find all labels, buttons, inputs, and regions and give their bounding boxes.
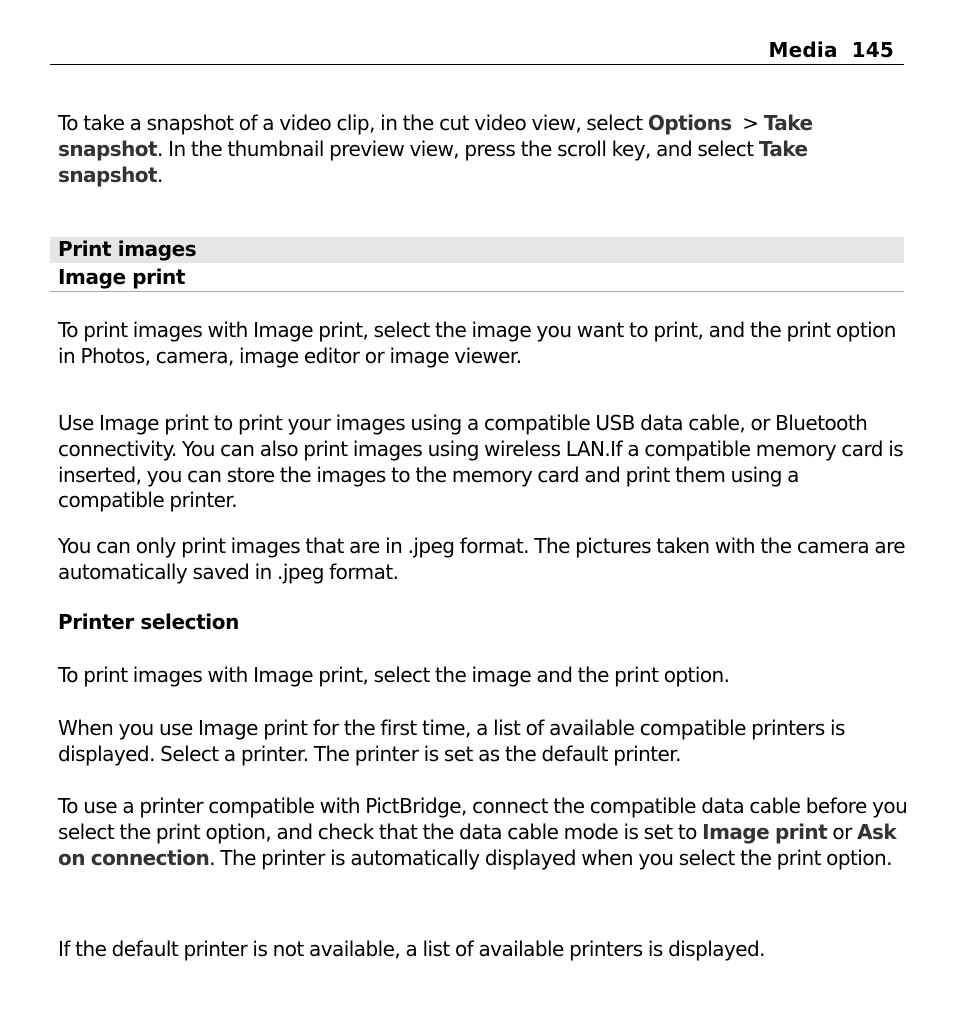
text-run: .	[157, 162, 163, 187]
ui-term-take-snapshot: Take snapshot	[58, 111, 813, 161]
page-number: 145	[851, 38, 894, 62]
subsection-header	[50, 263, 904, 292]
section-title: Print images	[58, 237, 197, 261]
paragraph: Use Image print to print your images using a compatible USB data cable, or Bluetooth connectivity. You can also print images using wireless LAN.If a compatible memory card is inserted, you can store the images to the memory card and print them using a compatible printer.	[58, 411, 904, 513]
chapter-title: Media	[768, 38, 838, 62]
printer-selection-heading: Printer selection	[58, 610, 239, 634]
running-header	[769, 38, 895, 62]
text-run: . The printer is automatically displayed when you select the print option.	[209, 845, 892, 870]
paragraph: You can only print images that are in .jpeg format. The pictures taken with the camera are automatically saved in .jpeg format.	[58, 534, 906, 584]
text-run: To use a printer compatible with PictBridge, connect the compatible data cable before you select the print option, and check that the data cable mode is set to	[58, 794, 908, 844]
ui-term-ask-on-connection: Ask on connection	[58, 819, 897, 870]
section-header	[50, 237, 904, 263]
ui-term-take-snapshot: Take snapshot	[58, 136, 808, 187]
pictbridge-paragraph	[58, 794, 908, 871]
page-header	[50, 38, 904, 65]
text-run: or	[827, 819, 858, 844]
text-run: >	[731, 111, 764, 135]
snapshot-paragraph	[58, 111, 908, 188]
paragraph: If the default printer is not available, a list of available printers is displayed.	[58, 937, 765, 961]
ui-term-options: Options	[647, 111, 732, 135]
paragraph: To print images with Image print, select the image you want to print, and the print option in Photos, camera, image editor or image viewer.	[58, 318, 896, 368]
text-run: To take a snapshot of a video clip, in the cut video view, select	[58, 111, 648, 135]
subsection-title: Image print	[58, 265, 186, 289]
text-run: . In the thumbnail preview view, press the scroll key, and select	[157, 136, 759, 161]
paragraph: When you use Image print for the first time, a list of available compatible printers is displayed. Select a printer. The printer is set as the default printer.	[58, 716, 845, 766]
ui-term-image-print: Image print	[702, 819, 828, 844]
paragraph: To print images with Image print, select the image and the print option.	[58, 663, 730, 687]
